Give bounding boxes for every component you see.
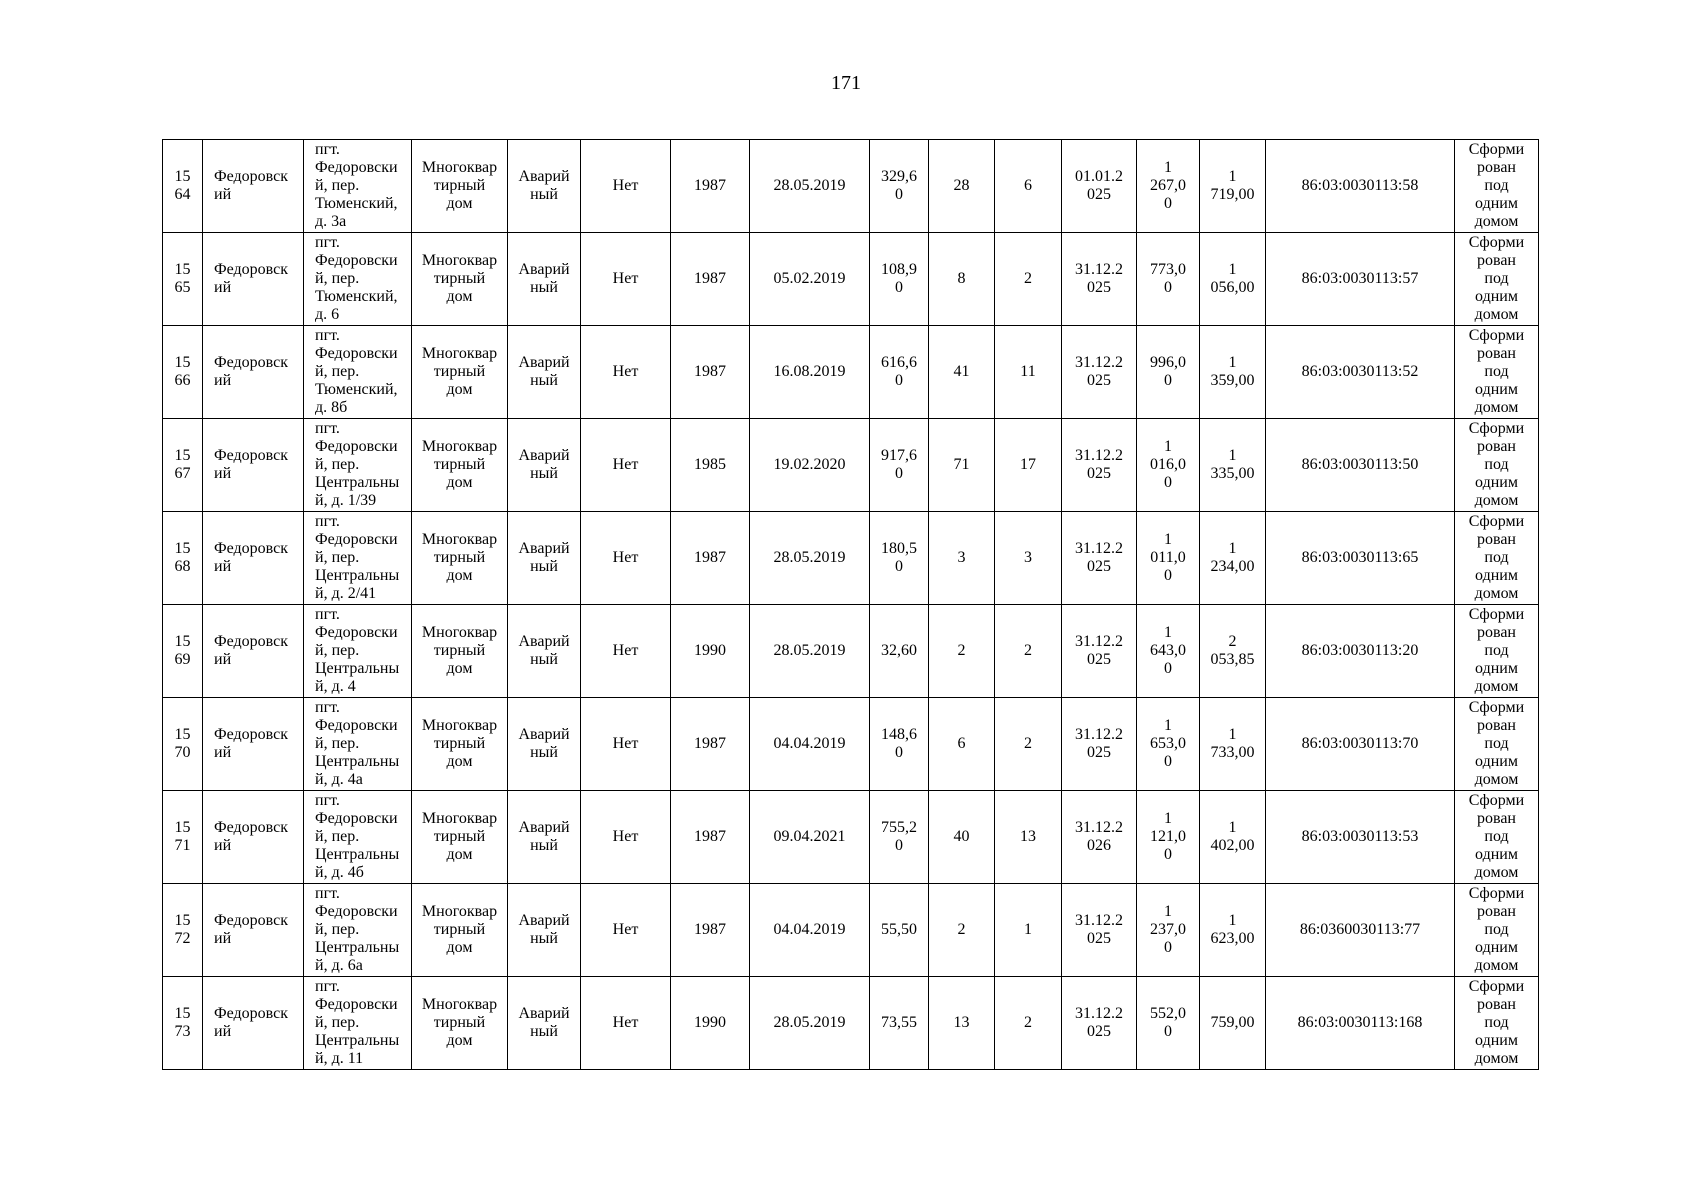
table-row bbox=[163, 512, 1539, 605]
cell-value-a: 1 121,0 0 bbox=[1137, 791, 1200, 884]
cell-value-a: 773,0 0 bbox=[1137, 233, 1200, 326]
cell-deadline: 31.12.2 025 bbox=[1062, 419, 1137, 512]
cell-cadastral-number: 86:03:0030113:168 bbox=[1266, 977, 1455, 1070]
cell-quantity-a: 41 bbox=[929, 326, 995, 419]
cell-deadline: 31.12.2 025 bbox=[1062, 605, 1137, 698]
cell-cadastral-number: 86:03:0030113:53 bbox=[1266, 791, 1455, 884]
cell-condition: Аварий ный bbox=[508, 233, 581, 326]
cell-date: 19.02.2020 bbox=[750, 419, 870, 512]
cell-condition: Аварий ный bbox=[508, 512, 581, 605]
cell-flag: Нет bbox=[581, 791, 671, 884]
cell-district: Федоровск ий bbox=[203, 419, 304, 512]
cell-date: 28.05.2019 bbox=[750, 512, 870, 605]
cell-deadline: 31.12.2 025 bbox=[1062, 326, 1137, 419]
cell-quantity-a: 6 bbox=[929, 698, 995, 791]
table-row bbox=[163, 326, 1539, 419]
cell-address: пгт. Федоровски й, пер. Центральны й, д. 11 bbox=[304, 977, 412, 1070]
cell-address: пгт. Федоровски й, пер. Центральны й, д. 6а bbox=[304, 884, 412, 977]
cell-value-b: 1 335,00 bbox=[1200, 419, 1266, 512]
cell-deadline: 01.01.2 025 bbox=[1062, 140, 1137, 233]
cell-year: 1987 bbox=[671, 512, 750, 605]
cell-quantity-a: 2 bbox=[929, 605, 995, 698]
cell-land-status: Сформи рован под одним домом bbox=[1455, 977, 1539, 1070]
cell-value-b: 759,00 bbox=[1200, 977, 1266, 1070]
cell-cadastral-number: 86:03:0030113:65 bbox=[1266, 512, 1455, 605]
table-row bbox=[163, 419, 1539, 512]
cell-area: 55,50 bbox=[870, 884, 929, 977]
cell-cadastral-number: 86:03:0030113:20 bbox=[1266, 605, 1455, 698]
cell-year: 1987 bbox=[671, 140, 750, 233]
cell-land-status: Сформи рован под одним домом bbox=[1455, 233, 1539, 326]
cell-area: 329,6 0 bbox=[870, 140, 929, 233]
cell-value-b: 1 234,00 bbox=[1200, 512, 1266, 605]
cell-building-type: Многоквар тирный дом bbox=[412, 140, 508, 233]
table-row bbox=[163, 884, 1539, 977]
cell-value-a: 1 011,0 0 bbox=[1137, 512, 1200, 605]
cell-quantity-a: 13 bbox=[929, 977, 995, 1070]
cell-condition: Аварий ный bbox=[508, 698, 581, 791]
cell-building-type: Многоквар тирный дом bbox=[412, 884, 508, 977]
cell-district: Федоровск ий bbox=[203, 605, 304, 698]
cell-deadline: 31.12.2 025 bbox=[1062, 512, 1137, 605]
cell-district: Федоровск ий bbox=[203, 698, 304, 791]
cell-land-status: Сформи рован под одним домом bbox=[1455, 791, 1539, 884]
cell-number: 15 65 bbox=[163, 233, 203, 326]
cell-quantity-a: 8 bbox=[929, 233, 995, 326]
cell-deadline: 31.12.2 026 bbox=[1062, 791, 1137, 884]
cell-address: пгт. Федоровски й, пер. Центральны й, д. 4 bbox=[304, 605, 412, 698]
cell-quantity-a: 71 bbox=[929, 419, 995, 512]
cell-area: 32,60 bbox=[870, 605, 929, 698]
cell-flag: Нет bbox=[581, 605, 671, 698]
cell-flag: Нет bbox=[581, 884, 671, 977]
cell-date: 04.04.2019 bbox=[750, 698, 870, 791]
cell-condition: Аварий ный bbox=[508, 977, 581, 1070]
cell-flag: Нет bbox=[581, 977, 671, 1070]
table-row bbox=[163, 140, 1539, 233]
cell-quantity-b: 11 bbox=[995, 326, 1062, 419]
cell-condition: Аварий ный bbox=[508, 140, 581, 233]
cell-year: 1987 bbox=[671, 698, 750, 791]
cell-area: 917,6 0 bbox=[870, 419, 929, 512]
cell-year: 1987 bbox=[671, 791, 750, 884]
cell-land-status: Сформи рован под одним домом bbox=[1455, 698, 1539, 791]
cell-building-type: Многоквар тирный дом bbox=[412, 791, 508, 884]
cell-district: Федоровск ий bbox=[203, 326, 304, 419]
cell-quantity-a: 2 bbox=[929, 884, 995, 977]
cell-area: 108,9 0 bbox=[870, 233, 929, 326]
cell-cadastral-number: 86:03:0030113:58 bbox=[1266, 140, 1455, 233]
cell-number: 15 67 bbox=[163, 419, 203, 512]
page-number: 171 bbox=[831, 72, 861, 94]
cell-area: 148,6 0 bbox=[870, 698, 929, 791]
cell-building-type: Многоквар тирный дом bbox=[412, 977, 508, 1070]
cell-value-a: 1 643,0 0 bbox=[1137, 605, 1200, 698]
cell-land-status: Сформи рован под одним домом bbox=[1455, 419, 1539, 512]
cell-quantity-b: 1 bbox=[995, 884, 1062, 977]
cell-address: пгт. Федоровски й, пер. Центральны й, д. 1/39 bbox=[304, 419, 412, 512]
cell-value-b: 1 719,00 bbox=[1200, 140, 1266, 233]
cell-district: Федоровск ий bbox=[203, 977, 304, 1070]
cell-condition: Аварий ный bbox=[508, 884, 581, 977]
cell-quantity-b: 17 bbox=[995, 419, 1062, 512]
cell-land-status: Сформи рован под одним домом bbox=[1455, 884, 1539, 977]
cell-address: пгт. Федоровски й, пер. Центральны й, д. 4б bbox=[304, 791, 412, 884]
cell-cadastral-number: 86:03:0030113:70 bbox=[1266, 698, 1455, 791]
cell-value-b: 1 623,00 bbox=[1200, 884, 1266, 977]
cell-value-a: 1 653,0 0 bbox=[1137, 698, 1200, 791]
table-row bbox=[163, 698, 1539, 791]
cell-building-type: Многоквар тирный дом bbox=[412, 698, 508, 791]
cell-flag: Нет bbox=[581, 419, 671, 512]
cell-area: 616,6 0 bbox=[870, 326, 929, 419]
cell-date: 28.05.2019 bbox=[750, 140, 870, 233]
cell-value-b: 1 359,00 bbox=[1200, 326, 1266, 419]
cell-flag: Нет bbox=[581, 512, 671, 605]
cell-address: пгт. Федоровски й, пер. Центральны й, д. 2/41 bbox=[304, 512, 412, 605]
cell-quantity-b: 2 bbox=[995, 233, 1062, 326]
table-row bbox=[163, 605, 1539, 698]
cell-value-a: 1 016,0 0 bbox=[1137, 419, 1200, 512]
cell-district: Федоровск ий bbox=[203, 884, 304, 977]
table-row bbox=[163, 233, 1539, 326]
cell-condition: Аварий ный bbox=[508, 326, 581, 419]
cell-value-b: 1 402,00 bbox=[1200, 791, 1266, 884]
cell-quantity-b: 2 bbox=[995, 977, 1062, 1070]
cell-date: 04.04.2019 bbox=[750, 884, 870, 977]
cell-building-type: Многоквар тирный дом bbox=[412, 326, 508, 419]
cell-date: 28.05.2019 bbox=[750, 977, 870, 1070]
cell-district: Федоровск ий bbox=[203, 140, 304, 233]
cell-cadastral-number: 86:03:0030113:57 bbox=[1266, 233, 1455, 326]
cell-condition: Аварий ный bbox=[508, 605, 581, 698]
cell-cadastral-number: 86:03:0030113:52 bbox=[1266, 326, 1455, 419]
cell-deadline: 31.12.2 025 bbox=[1062, 698, 1137, 791]
cell-flag: Нет bbox=[581, 326, 671, 419]
cell-number: 15 69 bbox=[163, 605, 203, 698]
table-row bbox=[163, 977, 1539, 1070]
cell-date: 09.04.2021 bbox=[750, 791, 870, 884]
cell-date: 16.08.2019 bbox=[750, 326, 870, 419]
cell-date: 28.05.2019 bbox=[750, 605, 870, 698]
data-table bbox=[162, 139, 1539, 1070]
cell-building-type: Многоквар тирный дом bbox=[412, 605, 508, 698]
cell-value-a: 552,0 0 bbox=[1137, 977, 1200, 1070]
cell-quantity-a: 3 bbox=[929, 512, 995, 605]
cell-building-type: Многоквар тирный дом bbox=[412, 512, 508, 605]
cell-quantity-b: 2 bbox=[995, 605, 1062, 698]
cell-date: 05.02.2019 bbox=[750, 233, 870, 326]
table-row bbox=[163, 791, 1539, 884]
cell-number: 15 73 bbox=[163, 977, 203, 1070]
cell-land-status: Сформи рован под одним домом bbox=[1455, 605, 1539, 698]
cell-quantity-b: 3 bbox=[995, 512, 1062, 605]
cell-quantity-a: 40 bbox=[929, 791, 995, 884]
cell-quantity-b: 2 bbox=[995, 698, 1062, 791]
cell-deadline: 31.12.2 025 bbox=[1062, 233, 1137, 326]
cell-district: Федоровск ий bbox=[203, 791, 304, 884]
cell-number: 15 70 bbox=[163, 698, 203, 791]
cell-year: 1987 bbox=[671, 884, 750, 977]
cell-condition: Аварий ный bbox=[508, 791, 581, 884]
cell-number: 15 72 bbox=[163, 884, 203, 977]
cell-district: Федоровск ий bbox=[203, 512, 304, 605]
cell-value-a: 1 267,0 0 bbox=[1137, 140, 1200, 233]
cell-quantity-a: 28 bbox=[929, 140, 995, 233]
cell-land-status: Сформи рован под одним домом bbox=[1455, 140, 1539, 233]
cell-flag: Нет bbox=[581, 140, 671, 233]
cell-district: Федоровск ий bbox=[203, 233, 304, 326]
cell-address: пгт. Федоровски й, пер. Центральны й, д. 4а bbox=[304, 698, 412, 791]
cell-address: пгт. Федоровски й, пер. Тюменский, д. 6 bbox=[304, 233, 412, 326]
cell-value-b: 2 053,85 bbox=[1200, 605, 1266, 698]
cell-address: пгт. Федоровски й, пер. Тюменский, д. 8б bbox=[304, 326, 412, 419]
cell-flag: Нет bbox=[581, 233, 671, 326]
cell-cadastral-number: 86:0360030113:77 bbox=[1266, 884, 1455, 977]
cell-number: 15 71 bbox=[163, 791, 203, 884]
cell-address: пгт. Федоровски й, пер. Тюменский, д. 3а bbox=[304, 140, 412, 233]
cell-building-type: Многоквар тирный дом bbox=[412, 419, 508, 512]
cell-value-a: 996,0 0 bbox=[1137, 326, 1200, 419]
cell-value-b: 1 056,00 bbox=[1200, 233, 1266, 326]
cell-year: 1987 bbox=[671, 326, 750, 419]
cell-value-a: 1 237,0 0 bbox=[1137, 884, 1200, 977]
cell-value-b: 1 733,00 bbox=[1200, 698, 1266, 791]
cell-number: 15 66 bbox=[163, 326, 203, 419]
cell-year: 1987 bbox=[671, 233, 750, 326]
cell-deadline: 31.12.2 025 bbox=[1062, 977, 1137, 1070]
cell-flag: Нет bbox=[581, 698, 671, 791]
cell-condition: Аварий ный bbox=[508, 419, 581, 512]
cell-area: 755,2 0 bbox=[870, 791, 929, 884]
cell-cadastral-number: 86:03:0030113:50 bbox=[1266, 419, 1455, 512]
cell-number: 15 68 bbox=[163, 512, 203, 605]
cell-building-type: Многоквар тирный дом bbox=[412, 233, 508, 326]
cell-year: 1985 bbox=[671, 419, 750, 512]
cell-area: 180,5 0 bbox=[870, 512, 929, 605]
cell-quantity-b: 13 bbox=[995, 791, 1062, 884]
cell-deadline: 31.12.2 025 bbox=[1062, 884, 1137, 977]
cell-area: 73,55 bbox=[870, 977, 929, 1070]
cell-number: 15 64 bbox=[163, 140, 203, 233]
cell-year: 1990 bbox=[671, 605, 750, 698]
cell-year: 1990 bbox=[671, 977, 750, 1070]
cell-land-status: Сформи рован под одним домом bbox=[1455, 326, 1539, 419]
cell-land-status: Сформи рован под одним домом bbox=[1455, 512, 1539, 605]
cell-quantity-b: 6 bbox=[995, 140, 1062, 233]
